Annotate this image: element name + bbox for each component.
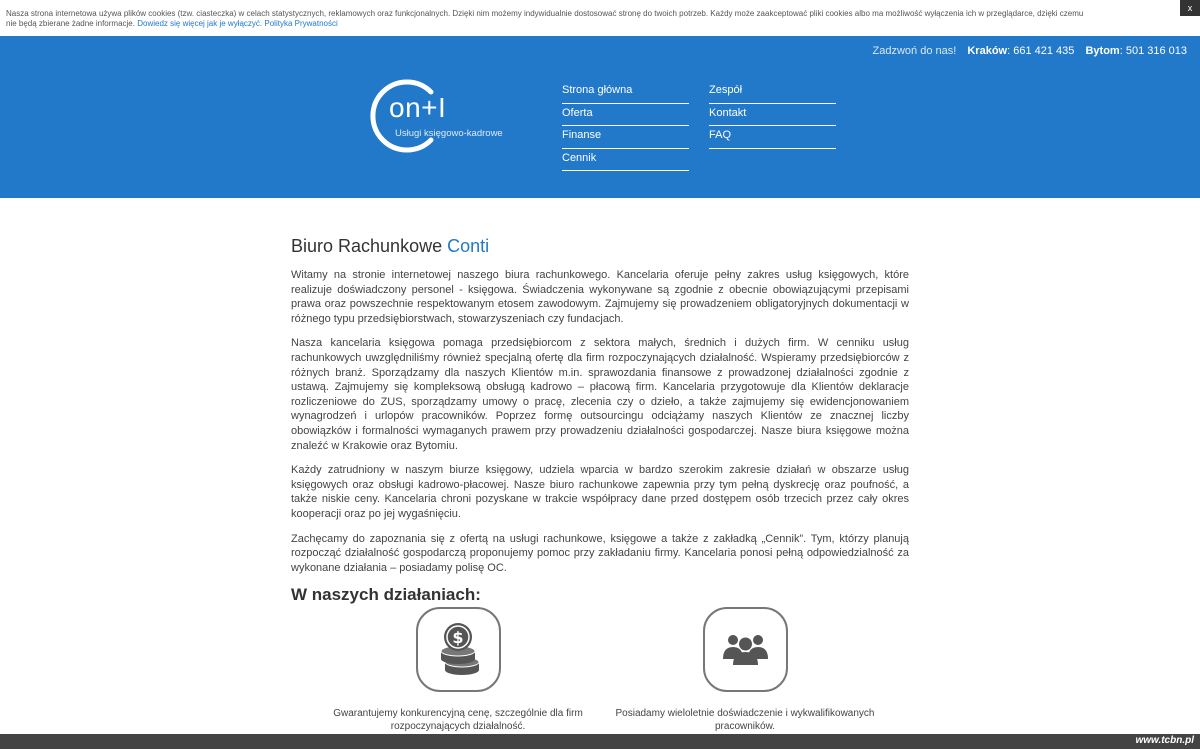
cookie-close-button[interactable]: x [1180, 0, 1200, 16]
privacy-policy-link[interactable]: Polityka Prywatności [264, 19, 338, 28]
cookie-learn-more-link[interactable]: Dowiedz się więcej jak je wyłączyć. [137, 19, 263, 28]
phone-city-krakow: Kraków [967, 45, 1008, 57]
nav-item-finance[interactable]: Finanse [562, 126, 689, 149]
phone-number-bytom[interactable]: 501 316 013 [1125, 45, 1187, 57]
intro-paragraph-2: Nasza kancelaria księgowa pomaga przedsiębiorcom z sektora małych, średnich i dużych firm. W cenniku usług rachunkowych uwzględniliśmy również specjalną ofertę dla firm rozpoczynających działalność. Wspieramy przedsiębiorców z różnych branż. Sporządzamy dla naszych Klientów m.in. sprawozdania finansowe z prowadzonej działalności zgodnie z ustawą. Zajmujemy się kompleksową obsługą kadrowo – płacową firm. Kancelaria przygotowuje dla Klientów deklaracje rozliczeniowe do ZUS, sporządzamy umowy o pracę, zlecenia czy o dzieło, a także zajmujemy się ewidencjonowaniem wynagrodzeń i urlopów pracowników. Poprzez formę outsourcingu odciążamy naszych Klientów ze znacznej liczby obowiązków i formalności wymaganych prawem przy prowadzeniu działalności gospodarczej. Nasze biura księgowe można znaleźć w Krakowie oraz Bytomiu. [291, 337, 909, 452]
nav-item-contact[interactable]: Kontakt [709, 104, 836, 127]
nav-item-pricing[interactable]: Cennik [562, 149, 689, 172]
logo-text: on+I [389, 92, 447, 123]
svg-text:$: $ [451, 628, 464, 647]
nav-item-team[interactable]: Zespół [709, 81, 836, 104]
intro-text [291, 268, 909, 575]
people-icon [703, 607, 788, 692]
feature-pricing [308, 607, 608, 733]
cookie-text: Nasza strona internetowa używa plików cookies (tzw. ciasteczka) w celach statystycznych, reklamowych oraz funkcjonalnych. Dzięki nim możemy indywidualnie dostosować stronę do twoich potrzeb. Każdy może zaakceptować pliki cookies albo ma możliwość wyłączenia ich w przeglądarce, dzięki czemu nie będą zbierane żadne informacje. [6, 9, 1084, 28]
page-title-prefix: Biuro Rachunkowe [291, 236, 448, 256]
coins-icon [416, 607, 501, 692]
nav-item-home[interactable]: Strona główna [562, 81, 689, 104]
page-title-accent: Conti [447, 236, 490, 256]
cookie-bar [0, 0, 1200, 36]
main-content [291, 236, 909, 605]
main-nav-right [709, 81, 836, 149]
contact-line: Zadzwoń do nas! Kraków: 661 421 435 Bytom: 501 316 013 [872, 45, 1187, 57]
site-logo[interactable] [365, 78, 525, 154]
site-header [0, 36, 1200, 198]
contact-prompt: Zadzwoń do nas! [872, 45, 957, 57]
intro-paragraph-3: Każdy zatrudniony w naszym biurze księgowy, udziela wparcia w bardzo szerokim zakresie działań w obszarze usług księgowych oraz obsługi kadrowo-płacowej. Nasze biuro rachunkowe zapewnia przy tym pełną dyskrecję oraz poufność, a także niskie ceny. Kancelaria chroni pozyskane w trakcie współpracy dane przed dostępem osób trzecich przez cały okres kooperacji oraz po jej wygaśnięciu. [291, 464, 909, 520]
section-title: W naszych działaniach: [291, 585, 481, 605]
footer-bar [0, 734, 1200, 749]
feature-experience [595, 607, 895, 733]
logo-subtitle: Usługi księgowo-kadrowe [395, 128, 503, 139]
watermark: www.tcbn.pl [1135, 735, 1194, 746]
nav-item-faq[interactable]: FAQ [709, 126, 836, 149]
nav-item-offer[interactable]: Oferta [562, 104, 689, 127]
feature-experience-text: Posiadamy wieloletnie doświadczenie i wykwalifikowanych pracowników. [615, 708, 875, 732]
main-nav-left [562, 81, 689, 171]
feature-pricing-text: Gwarantujemy konkurencyjną cenę, szczególnie dla firm rozpoczynających działalność. [333, 708, 583, 732]
page-title [291, 236, 909, 257]
phone-number-krakow[interactable]: 661 421 435 [1013, 45, 1075, 57]
intro-paragraph-1: Witamy na stronie internetowej naszego biura rachunkowego. Kancelaria oferuje pełny zakres usług księgowych, które realizuje doświadczony personel - księgowa. Świadczenia wykonywane są zgodnie z obecnie obowiązującymi przepisami prawa oraz powszechnie respektowanym etosem zawodowym. Zajmujemy się prowadzeniem obligatoryjnych dokumentacji w różnego typu przedsiębiorstwach, stowarzyszeniach czy fundacjach. [291, 269, 909, 325]
phone-city-bytom: Bytom [1085, 45, 1120, 57]
intro-paragraph-4: Zachęcamy do zapoznania się z ofertą na usługi rachunkowe, księgowe a także z zakładką „Cennik”. Tym, którzy planują rozpocząć działalność gospodarczą proponujemy pomoc przy zakładaniu firmy. Kancelaria ponosi pełną odpowiedzialność za wykonane działania – posiadamy polisę OC. [291, 532, 909, 574]
